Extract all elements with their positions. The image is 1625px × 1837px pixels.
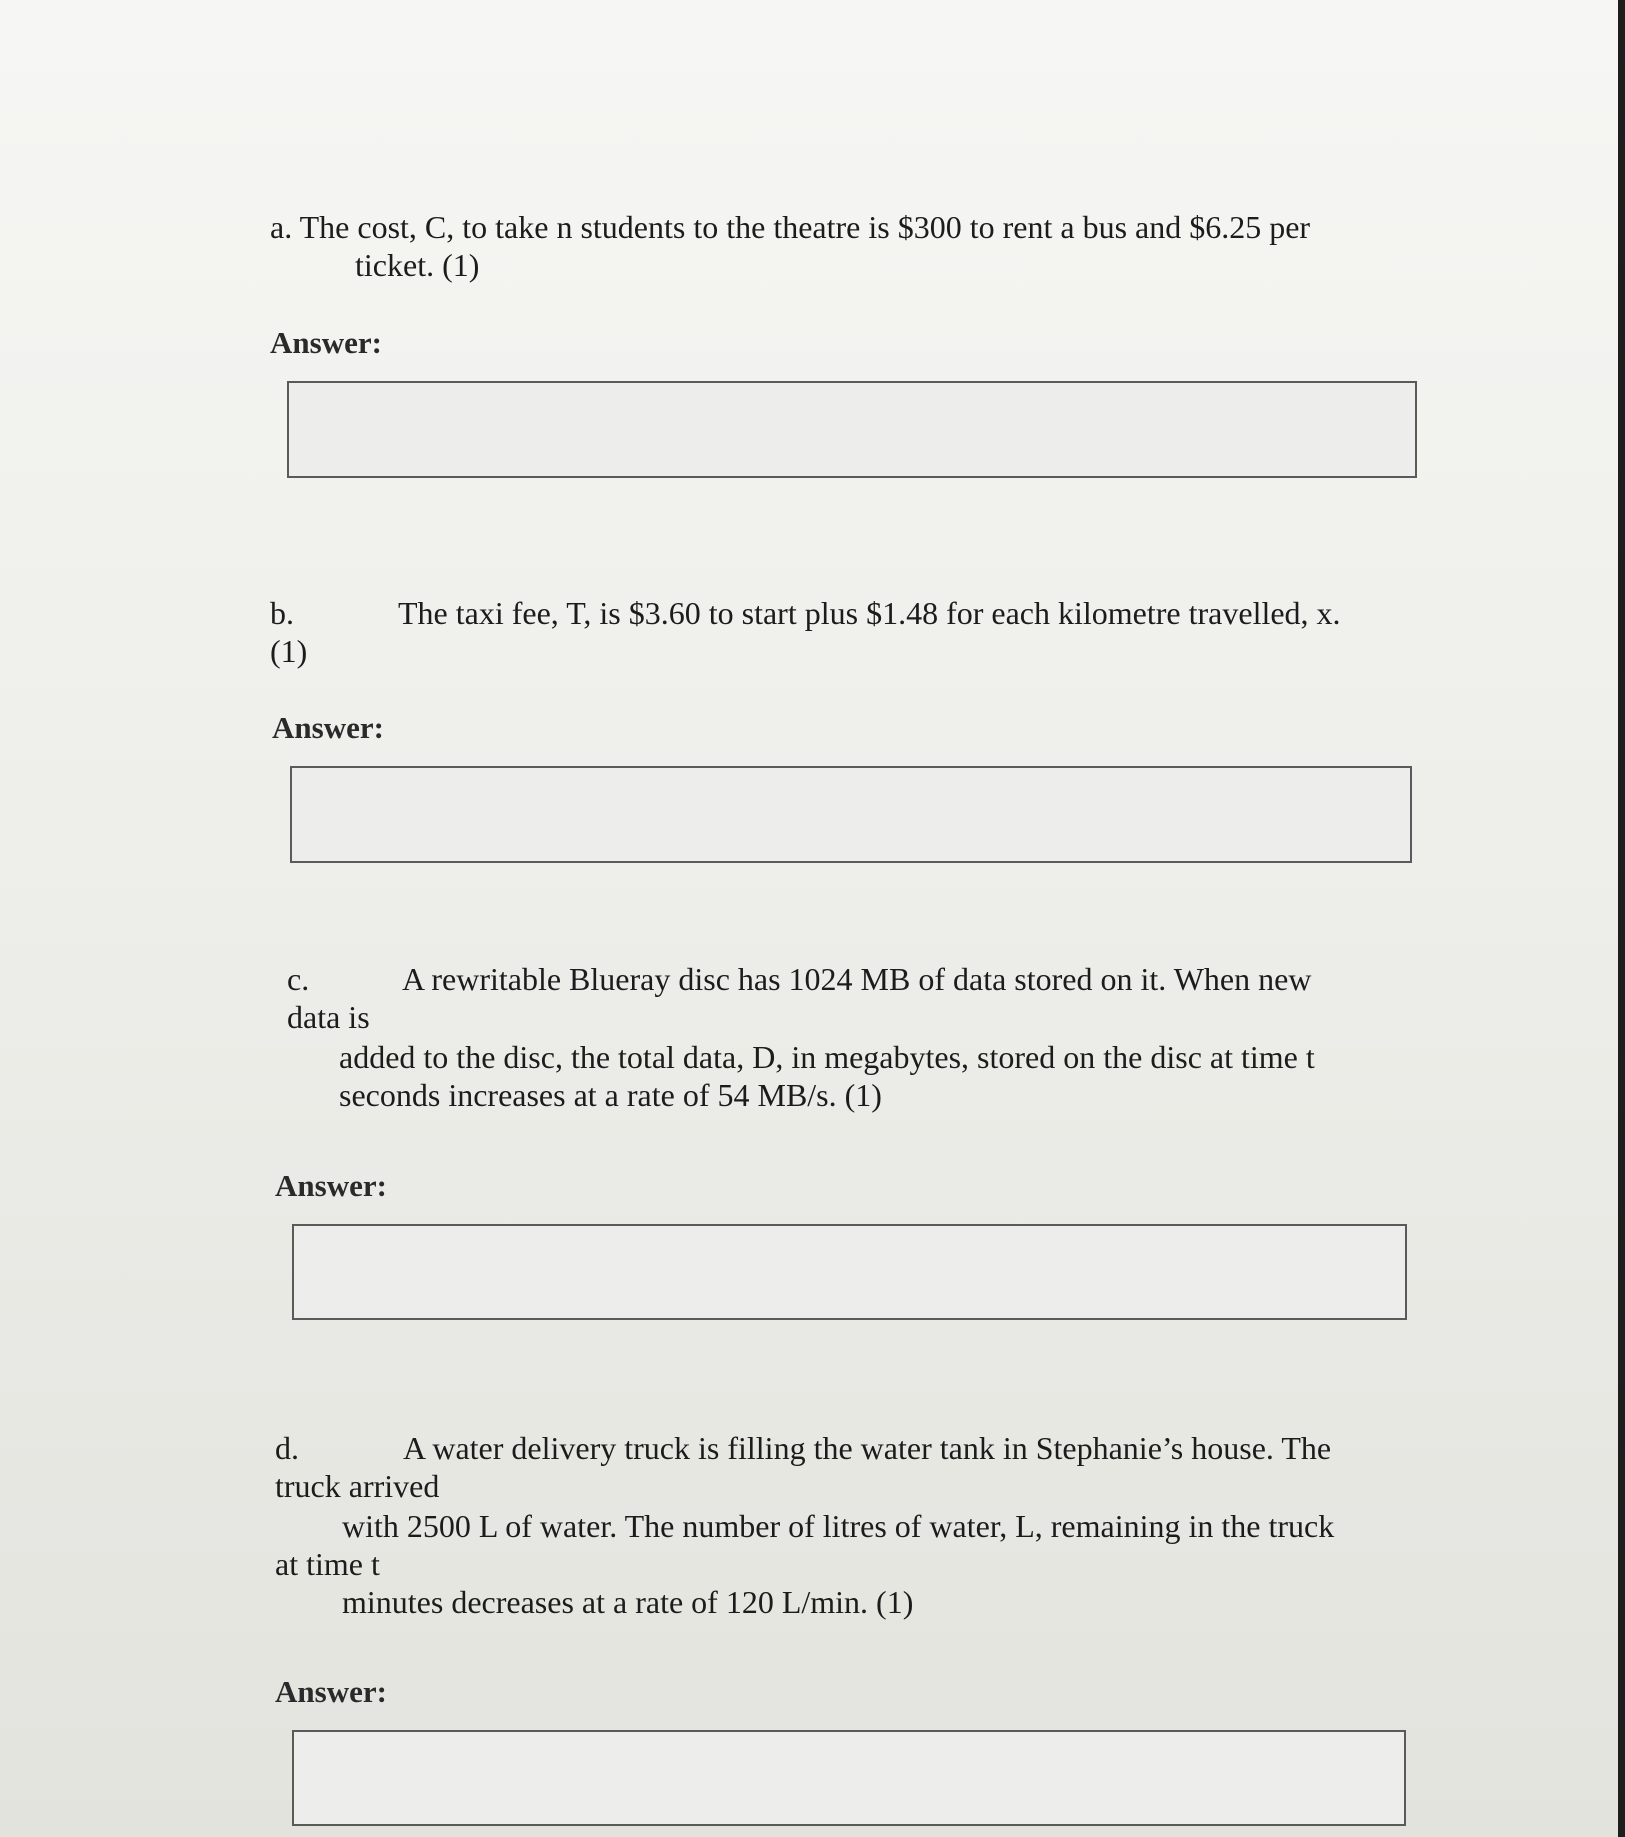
question-d-text-1: A water delivery truck is filling the water tank in Stephanie’s house. The [403,1430,1332,1466]
question-d-line-5 [275,1583,1535,1621]
question-d-answer-field[interactable] [292,1730,1406,1826]
question-c-line-2 [287,998,1527,1036]
question-a-text-2: ticket. (1) [355,247,480,283]
question-c-text-3: added to the disc, the total data, D, in megabytes, stored on the disc at time t [339,1039,1315,1075]
question-d-line-2 [275,1467,1535,1505]
question-b-label: b. [270,595,294,631]
question-c-text-2: data is [287,999,370,1035]
question-d-text-2: truck arrived [275,1468,440,1504]
question-c [287,960,1527,1114]
question-c-answer-field[interactable] [292,1224,1407,1320]
question-d-label: d. [275,1430,299,1466]
question-d-text-5: minutes decreases at a rate of 120 L/min. (1) [342,1584,914,1620]
question-a-text-1: The cost, C, to take n students to the theatre is $300 to rent a bus and $6.25 per [299,209,1311,245]
question-a-label: a. [270,209,293,245]
question-b-line-1 [270,594,1510,632]
question-c-text-1: A rewritable Blueray disc has 1024 MB of data stored on it. When new [402,961,1312,997]
question-c-line-4 [287,1076,1527,1114]
question-a [270,208,1490,284]
question-b-answer-field[interactable] [290,766,1412,863]
question-c-label: c. [287,961,310,997]
question-b-text-1: The taxi fee, T, is $3.60 to start plus $1.48 for each kilometre travelled, x. [398,595,1341,631]
question-d-text-3: with 2500 L of water. The number of litres of water, L, remaining in the truck [342,1508,1335,1544]
question-b [270,594,1510,670]
question-c-text-4: seconds increases at a rate of 54 MB/s. (1) [339,1077,882,1113]
question-b-line-2 [270,632,1510,670]
question-d [275,1429,1535,1621]
question-a-line-2 [270,246,1490,284]
question-a-answer-label: Answer: [270,325,382,360]
question-a-answer-field[interactable] [287,381,1417,478]
question-d-line-4 [275,1545,1535,1583]
question-c-line-3 [287,1038,1527,1076]
question-c-answer-label: Answer: [275,1168,387,1203]
monitor-bezel [1618,0,1625,1837]
question-c-line-1 [287,960,1527,998]
question-d-text-4: at time t [275,1546,380,1582]
question-a-line-1 [270,208,1490,246]
question-d-line-3 [275,1507,1535,1545]
question-d-answer-label: Answer: [275,1674,387,1709]
question-d-line-1 [275,1429,1535,1467]
question-b-text-2: (1) [270,633,308,669]
question-b-answer-label: Answer: [272,710,384,745]
